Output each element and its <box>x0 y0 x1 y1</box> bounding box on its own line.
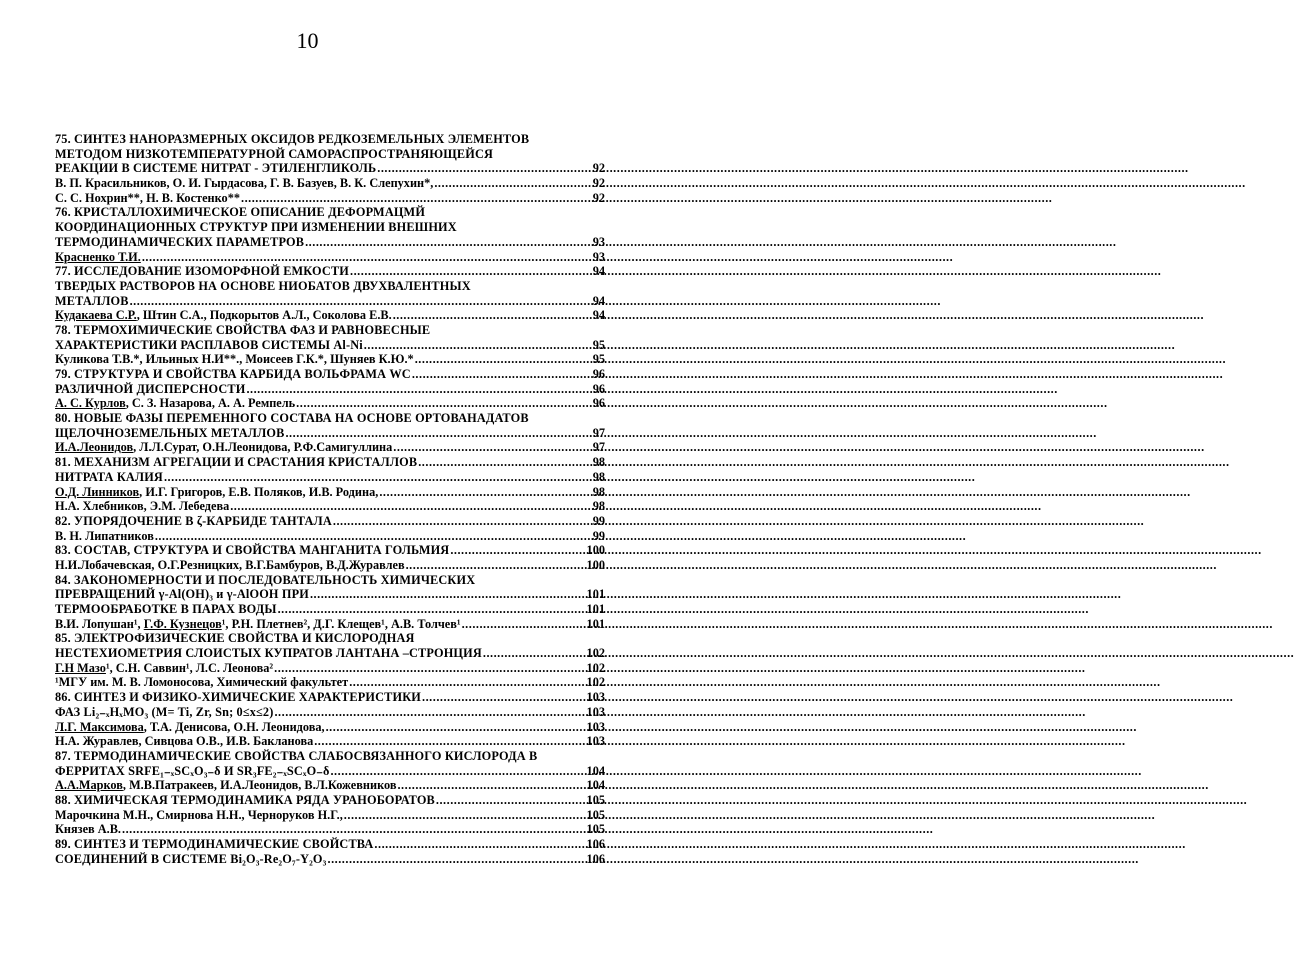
toc-author-line <box>55 352 605 367</box>
toc-entry-text: ФЕРРИТАХ SRFE₁₋ₓSCₓO₃₋δ И SR₃FE₂₋ₓSCₓO₋δ <box>55 763 330 778</box>
toc-page-number: 101 <box>586 616 605 631</box>
toc-entry-text: МЕТОДОМ НИЗКОТЕМПЕРАТУРНОЙ САМОРАСПРОСТРАНЯЮЩЕЙСЯ <box>55 146 494 161</box>
toc-entry-text: 85. ЭЛЕКТРОФИЗИЧЕСКИЕ СВОЙСТВА И КИСЛОРОДНАЯ <box>55 631 415 646</box>
toc-page-number: 93 <box>592 234 605 249</box>
toc-page-number: 105 <box>586 807 605 822</box>
toc-entry-text: А. С. Курлов, С. З. Назарова, А. А. Ремпель <box>55 396 296 411</box>
toc-entry-text: Марочкина М.Н., Смирнова Н.Н., Черноруков Н.Г., <box>55 807 343 822</box>
toc-entry-text: ТЕРМОДИНАМИЧЕСКИХ ПАРАМЕТРОВ <box>55 234 305 249</box>
toc-entry-text: 79. СТРУКТУРА И СВОЙСТВА КАРБИДА ВОЛЬФРАМА WC <box>55 367 411 381</box>
toc-leader-dots <box>295 396 592 411</box>
toc-entry-text: РЕАКЦИИ В СИСТЕМЕ НИТРАТ - ЭТИЛЕНГЛИКОЛЬ <box>55 161 377 176</box>
toc-leader-dots <box>304 235 592 250</box>
toc-heading-line <box>55 411 605 426</box>
toc-page-number: 106 <box>586 851 605 866</box>
toc-heading-line <box>55 749 605 764</box>
toc-heading-line <box>55 837 605 852</box>
toc-entry-text: 78. ТЕРМОХИМИЧЕСКИЕ СВОЙСТВА ФАЗ И РАВНОВЕСНЫЕ <box>55 322 431 337</box>
toc-page-number: 98 <box>592 469 605 484</box>
toc-entry-text: В. П. Красильников, О. И. Гырдасова, Г. В. Базуев, В. К. Слепухин*, <box>55 176 434 191</box>
toc-entry-text: 76. КРИСТАЛЛОХИМИЧЕСКОЕ ОПИСАНИЕ ДЕФОРМАЦМЙ <box>55 205 426 220</box>
toc-leader-dots <box>229 499 591 514</box>
toc-page-number: 92 <box>592 190 605 205</box>
toc-leader-dots <box>325 720 586 735</box>
toc-entry-text: 81. МЕХАНИЗМ АГРЕГАЦИИ И СРАСТАНИЯ КРИСТАЛЛОВ <box>55 455 418 470</box>
toc-page-number: 99 <box>592 513 605 528</box>
toc-entry-text: И.А.Леонидов, Л.Л.Сурат, О.Н.Леонидова, Р.Ф.Самигуллина <box>55 440 393 455</box>
toc-author-line <box>55 308 605 323</box>
toc-leader-dots <box>392 308 592 323</box>
toc-heading-line <box>55 470 605 485</box>
toc-page-number: 94 <box>592 293 605 308</box>
toc-leader-dots <box>349 264 592 279</box>
toc-page-number: 104 <box>586 778 605 793</box>
toc-entry-text: 83. СОСТАВ, СТРУКТУРА И СВОЙСТВА МАНГАНИТА ГОЛЬМИЯ <box>55 543 450 558</box>
toc-entry-text: 80. НОВЫЕ ФАЗЫ ПЕРЕМЕННОГО СОСТАВА НА ОСНОВЕ ОРТОВАНАДАТОВ <box>55 411 529 426</box>
toc-entry-text: СОЕДИНЕНИЙ В СИСТЕМЕ Bi₂O₃-Re₂O₇-Y₂O₃ <box>55 851 327 866</box>
toc-entry-text: Г.Н Мазо¹, С.Н. Саввин¹, Л.С. Леонова² <box>55 660 274 675</box>
toc-leader-dots <box>277 602 586 617</box>
toc-leader-dots <box>245 382 591 397</box>
toc-page-number: 101 <box>586 587 605 602</box>
toc-page-number: 94 <box>592 264 605 279</box>
toc-heading-line <box>55 220 605 235</box>
toc-heading-line <box>55 264 605 279</box>
toc-entry-text: ЩЕЛОЧНОЗЕМЕЛЬНЫХ МЕТАЛЛОВ <box>55 425 285 440</box>
toc-heading-line <box>55 646 605 661</box>
toc-leader-dots <box>417 455 591 470</box>
toc-author-line <box>55 176 605 191</box>
toc-page-number: 97 <box>592 425 605 440</box>
toc-heading-line <box>55 514 605 529</box>
toc-leader-dots <box>433 176 591 191</box>
toc-heading-line <box>55 852 605 867</box>
toc-entry-text: ¹МГУ им. М. В. Ломоносова, Химический факультет <box>55 675 349 690</box>
toc-page-number: 98 <box>592 455 605 470</box>
toc-leader-dots <box>348 675 585 690</box>
toc-entry-text: 88. ХИМИЧЕСКАЯ ТЕРМОДИНАМИКА РЯДА УРАНОБОРАТОВ <box>55 792 435 807</box>
toc-page-number: 102 <box>586 646 605 661</box>
toc-entry-text: О.Д. Линников, И.Г. Григоров, Е.В. Поляков, И.В. Родина, <box>55 484 379 499</box>
toc-leader-dots <box>273 661 585 676</box>
toc-author-line <box>55 675 605 690</box>
toc-page-number: 100 <box>586 557 605 572</box>
toc-page-number: 92 <box>592 161 605 176</box>
toc-leader-dots <box>461 617 586 632</box>
toc-leader-dots <box>392 440 591 455</box>
toc-heading-line <box>55 323 605 338</box>
toc-heading-line <box>55 147 605 162</box>
toc-entry-text: 86. СИНТЕЗ И ФИЗИКО-ХИМИЧЕСКИЕ ХАРАКТЕРИСТИКИ <box>55 690 422 705</box>
toc-page-number: 93 <box>592 249 605 264</box>
toc-leader-dots <box>129 294 592 309</box>
toc-heading-line <box>55 602 605 617</box>
toc-leader-dots <box>378 485 591 500</box>
table-of-contents <box>55 132 605 866</box>
toc-page-number: 96 <box>592 396 605 411</box>
toc-author-line <box>55 558 605 573</box>
toc-author-line <box>55 529 605 544</box>
toc-heading-line <box>55 279 605 294</box>
toc-entry-text: Н.А. Журавлев, Сивцова О.В., И.В. Бакланова <box>55 734 314 749</box>
toc-heading-line <box>55 543 605 558</box>
toc-heading-line <box>55 294 605 309</box>
toc-leader-dots <box>273 705 585 720</box>
toc-entry-text: 77. ИССЛЕДОВАНИЕ ИЗОМОРФНОЙ ЕМКОСТИ <box>55 264 350 279</box>
toc-entry-text: В. Н. Липатников <box>55 528 154 543</box>
toc-entry-text: 75. СИНТЕЗ НАНОРАЗМЕРНЫХ ОКСИДОВ РЕДКОЗЕМЕЛЬНЫХ ЭЛЕМЕНТОВ <box>55 132 530 146</box>
toc-entry-text: 87. ТЕРМОДИНАМИЧЕСКИЕ СВОЙСТВА СЛАБОСВЯЗАННОГО КИСЛОРОДА В <box>55 748 538 763</box>
toc-heading-line <box>55 205 605 220</box>
toc-leader-dots <box>327 852 586 867</box>
toc-entry-text: Куликова Т.В.*, Ильиных Н.И**., Моисеев Г.К.*, Шуняев К.Ю.* <box>55 352 414 367</box>
toc-page-number: 104 <box>586 763 605 778</box>
toc-leader-dots <box>363 338 592 353</box>
toc-heading-line <box>55 573 605 588</box>
toc-author-line <box>55 396 605 411</box>
toc-leader-dots <box>421 690 586 705</box>
toc-entry-text: ПРЕВРАЩЕНИЙ γ-Al(OH)₃ и γ-AlOOH ПРИ <box>55 587 309 602</box>
toc-entry-text: НЕСТЕХИОМЕТРИЯ СЛОИСТЫХ КУПРАТОВ ЛАНТАНА –СТРОНЦИЯ <box>55 646 482 661</box>
toc-heading-line <box>55 764 605 779</box>
toc-leader-dots <box>449 543 585 558</box>
toc-heading-line <box>55 426 605 441</box>
toc-page-number: 102 <box>586 675 605 690</box>
toc-leader-dots <box>309 587 586 602</box>
toc-author-line <box>55 485 605 500</box>
toc-author-line <box>55 822 605 837</box>
toc-leader-dots <box>376 161 591 176</box>
toc-entry-text: 89. СИНТЕЗ И ТЕРМОДИНАМИЧЕСКИЕ СВОЙСТВА <box>55 837 374 851</box>
toc-page-number: 97 <box>592 440 605 455</box>
toc-entry-text: В.И. Лопушан¹, Г.Ф. Кузнецов¹, Р.Н. Плетнев², Д.Г. Клещев¹, А.В. Толчев¹ <box>55 616 461 631</box>
toc-entry-text: Н.И.Лобачевская, О.Г.Резницких, В.Г.Бамбуров, В.Д.Журавлев <box>55 557 405 572</box>
toc-leader-dots <box>373 837 585 852</box>
toc-author-line <box>55 250 605 265</box>
toc-leader-dots <box>240 191 592 206</box>
toc-page-number: 102 <box>586 660 605 675</box>
toc-leader-dots <box>405 558 586 573</box>
toc-entry-text: 84. ЗАКОНОМЕРНОСТИ И ПОСЛЕДОВАТЕЛЬНОСТЬ ХИМИЧЕСКИХ <box>55 572 476 587</box>
toc-leader-dots <box>332 514 592 529</box>
toc-leader-dots <box>396 778 585 793</box>
toc-heading-line <box>55 161 605 176</box>
toc-entry-text: КООРДИНАЦИОННЫХ СТРУКТУР ПРИ ИЗМЕНЕНИИ ВНЕШНИХ <box>55 220 457 235</box>
toc-author-line <box>55 617 605 632</box>
toc-entry-text: МЕТАЛЛОВ <box>55 293 129 308</box>
toc-entry-text: С. С. Нохрин**, Н. В. Костенко** <box>55 190 240 205</box>
toc-heading-line <box>55 690 605 705</box>
toc-heading-line <box>55 705 605 720</box>
toc-author-line <box>55 661 605 676</box>
page-number: 10 <box>296 28 319 53</box>
toc-entry-text: ФАЗ Li₂₋ₓHₓMO₃ (M= Ti, Zr, Sn; 0≤x≤2) <box>55 704 274 719</box>
toc-page-number: 95 <box>592 352 605 367</box>
toc-leader-dots <box>163 470 592 485</box>
toc-heading-line <box>55 793 605 808</box>
toc-heading-line <box>55 631 605 646</box>
toc-leader-dots <box>141 250 592 265</box>
toc-entry-text: Кудакаева С.Р., Штин С.А., Подкорытов А.Л., Соколова Е.В. <box>55 308 392 323</box>
toc-author-line <box>55 808 605 823</box>
toc-heading-line <box>55 367 605 382</box>
toc-page-number: 103 <box>586 690 605 705</box>
toc-page-number: 103 <box>586 734 605 749</box>
toc-page-number: 94 <box>592 308 605 323</box>
toc-entry-text: А.А.Марков, М.В.Патракеев, И.А.Леонидов, В.Л.Кожевников <box>55 778 397 793</box>
toc-page-number: 100 <box>586 543 605 558</box>
toc-leader-dots <box>411 367 592 382</box>
toc-author-line <box>55 734 605 749</box>
toc-page-number: 105 <box>586 822 605 837</box>
toc-entry-text: НИТРАТА КАЛИЯ <box>55 469 163 484</box>
toc-leader-dots <box>482 646 586 661</box>
toc-page-number: 96 <box>592 381 605 396</box>
toc-author-line <box>55 440 605 455</box>
toc-heading-line <box>55 587 605 602</box>
toc-page-number: 98 <box>592 499 605 514</box>
toc-page-number: 101 <box>586 602 605 616</box>
toc-entry-text: ХАРАКТЕРИСТИКИ РАСПЛАВОВ СИСТЕМЫ Al-Ni <box>55 337 363 352</box>
toc-entry-text: Л.Г. Максимова, Т.А. Денисова, О.Н. Леонидова, <box>55 719 325 734</box>
toc-heading-line <box>55 338 605 353</box>
toc-page-number: 92 <box>592 176 605 191</box>
toc-heading-line <box>55 235 605 250</box>
toc-heading-line <box>55 132 605 147</box>
toc-page-number: 95 <box>592 337 605 352</box>
toc-heading-line <box>55 382 605 397</box>
toc-entry-text: Князев А.В. <box>55 822 121 837</box>
toc-leader-dots <box>329 764 585 779</box>
toc-entry-text: ТЕРМООБРАБОТКЕ В ПАРАХ ВОДЫ <box>55 602 277 616</box>
toc-leader-dots <box>343 808 586 823</box>
toc-leader-dots <box>414 352 592 367</box>
toc-entry-text: Н.А. Хлебников, Э.М. Лебедева <box>55 499 230 514</box>
toc-entry-text: Красненко Т.И. <box>55 249 141 264</box>
toc-page-number: 103 <box>586 719 605 734</box>
toc-leader-dots <box>435 793 586 808</box>
toc-leader-dots <box>121 822 586 837</box>
toc-page-number: 106 <box>586 837 605 851</box>
toc-page-number: 103 <box>586 704 605 719</box>
toc-author-line <box>55 778 605 793</box>
toc-author-line <box>55 191 605 206</box>
toc-page-number: 96 <box>592 367 605 381</box>
toc-page-number: 98 <box>592 484 605 499</box>
toc-leader-dots <box>284 426 591 441</box>
toc-leader-dots <box>154 529 592 544</box>
toc-page-number: 105 <box>586 792 605 807</box>
toc-entry-text: РАЗЛИЧНОЙ ДИСПЕРСНОСТИ <box>55 381 246 396</box>
toc-entry-text: 82. УПОРЯДОЧЕНИЕ В ζ-КАРБИДЕ ТАНТАЛА <box>55 513 332 528</box>
toc-heading-line <box>55 455 605 470</box>
toc-author-line <box>55 720 605 735</box>
toc-leader-dots <box>313 734 585 749</box>
toc-author-line <box>55 499 605 514</box>
toc-page-number: 99 <box>592 528 605 543</box>
toc-entry-text: ТВЕРДЫХ РАСТВОРОВ НА ОСНОВЕ НИОБАТОВ ДВУХВАЛЕНТНЫХ <box>55 278 471 293</box>
